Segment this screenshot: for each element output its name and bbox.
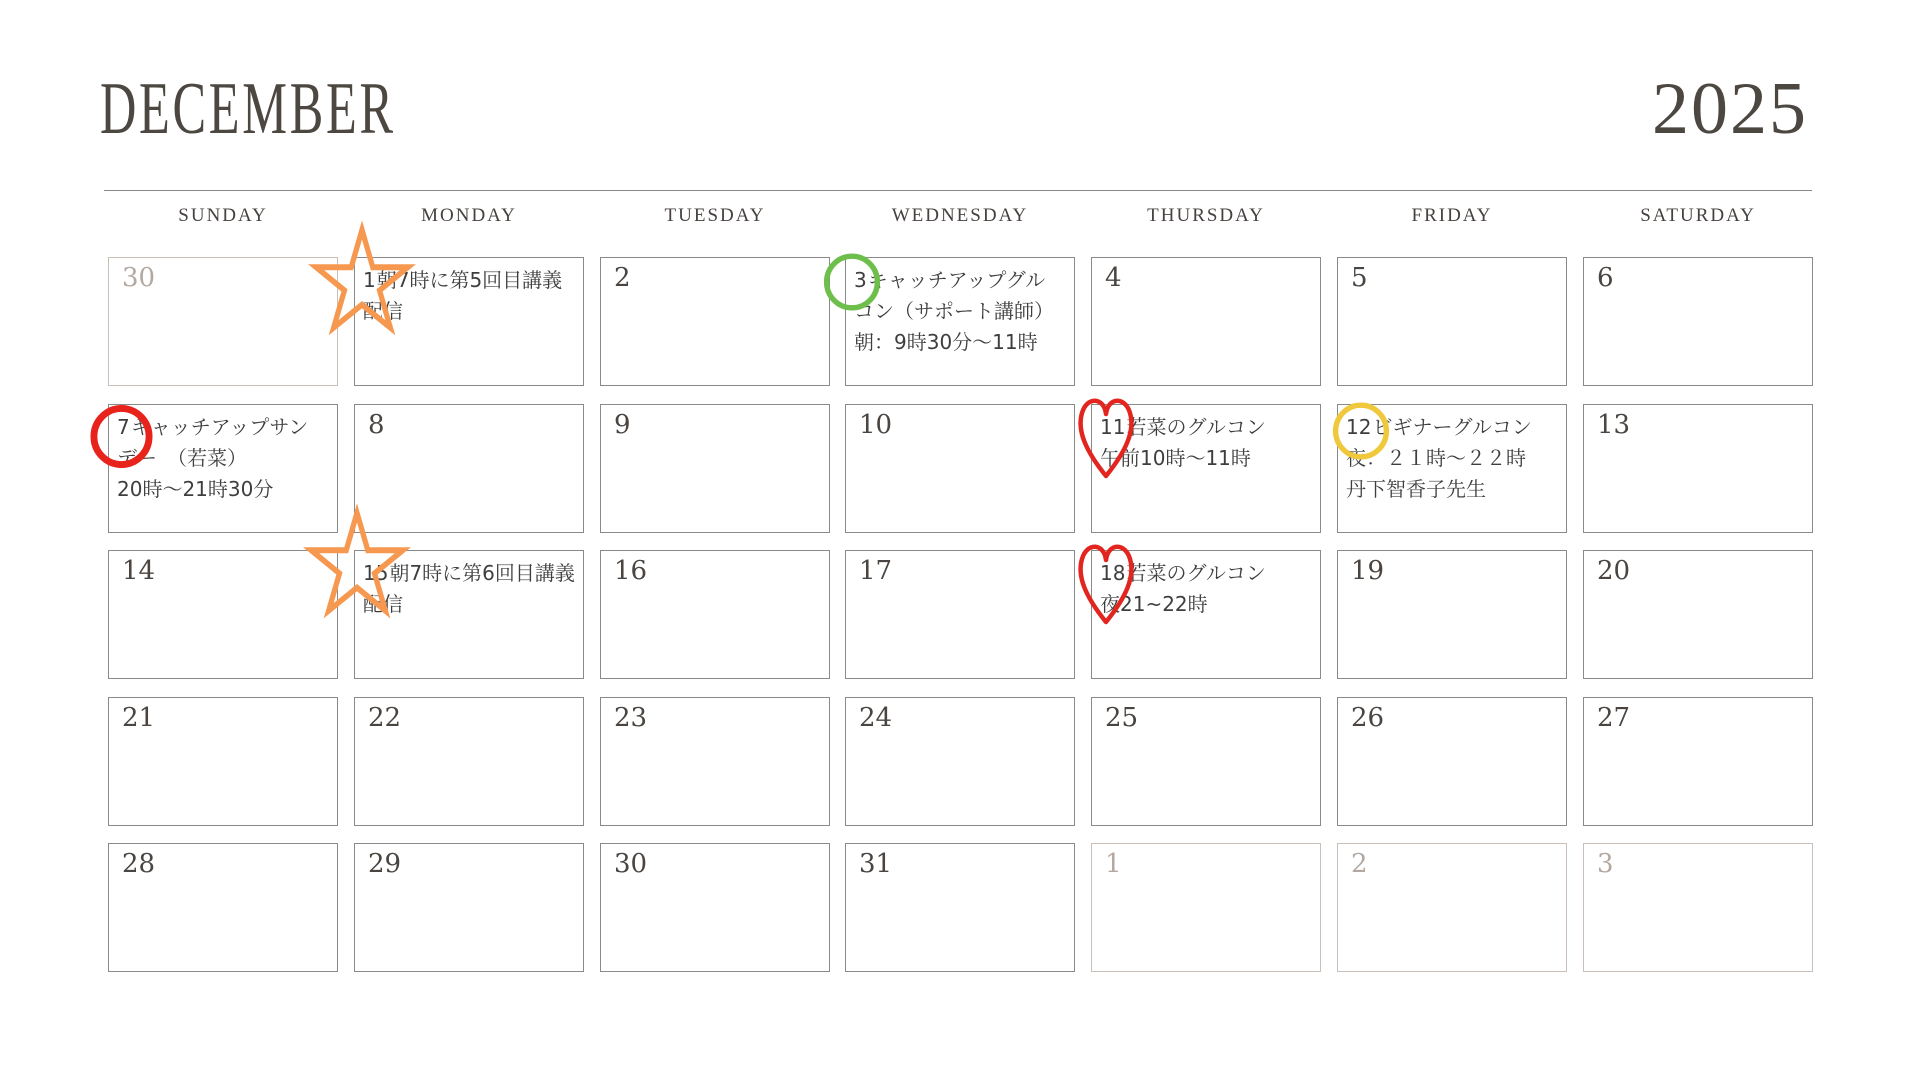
day-number: 24 — [859, 703, 893, 733]
day-number: 5 — [1351, 263, 1368, 293]
event-text-line: 12ビギナーグルコン — [1346, 415, 1532, 439]
event-text-line: 配信 — [363, 592, 403, 616]
calendar-cell-19[interactable] — [1337, 550, 1567, 679]
day-number: 26 — [1351, 703, 1385, 733]
calendar-cell-17[interactable] — [845, 550, 1075, 679]
day-number: 7 — [117, 415, 130, 439]
day-number: 19 — [1351, 556, 1385, 586]
day-number: 30 — [122, 263, 156, 293]
day-number: 4 — [1105, 263, 1122, 293]
calendar-cell-3[interactable] — [845, 257, 1075, 386]
day-number: 28 — [122, 849, 156, 879]
calendar-cell-23[interactable] — [600, 697, 830, 826]
event-text-line: 20時〜21時30分 — [117, 477, 274, 501]
day-number: 17 — [859, 556, 893, 586]
calendar-cell-20[interactable] — [1583, 550, 1813, 679]
calendar-cell-16[interactable] — [600, 550, 830, 679]
weekday-sunday: SUNDAY — [178, 205, 268, 226]
calendar-cell-1[interactable] — [354, 257, 584, 386]
day-number: 31 — [859, 849, 893, 879]
calendar-cell-30[interactable] — [600, 843, 830, 972]
event-text-line: 夜：２１時〜２２時 — [1346, 446, 1526, 470]
calendar-cell-27[interactable] — [1583, 697, 1813, 826]
event-text-line: デー （若菜） — [117, 446, 247, 470]
calendar-cell-10[interactable] — [845, 404, 1075, 533]
day-number: 30 — [614, 849, 648, 879]
day-number: 1 — [363, 268, 376, 292]
event-text-line: 1朝7時に第5回目講義 — [363, 268, 563, 292]
day-number: 12 — [1346, 415, 1372, 439]
calendar-cell-7[interactable] — [108, 404, 338, 533]
calendar-cell-21[interactable] — [108, 697, 338, 826]
day-number: 8 — [368, 410, 385, 440]
day-number: 6 — [1597, 263, 1614, 293]
event-text-line: 午前10時〜11時 — [1100, 446, 1251, 470]
calendar-cell-2-outside[interactable] — [1337, 843, 1567, 972]
calendar-cell-15[interactable] — [354, 550, 584, 679]
event-text-line: 丹下智香子先生 — [1346, 477, 1486, 501]
event-text-line: コン（サポート講師） — [854, 299, 1054, 323]
calendar-cell-28[interactable] — [108, 843, 338, 972]
day-number: 3 — [1597, 849, 1614, 879]
calendar-cell-12[interactable] — [1337, 404, 1567, 533]
calendar-cell-14[interactable] — [108, 550, 338, 679]
day-number: 2 — [1351, 849, 1368, 879]
day-number: 11 — [1100, 415, 1126, 439]
day-number: 3 — [854, 268, 867, 292]
calendar-cell-18[interactable] — [1091, 550, 1321, 679]
event-text-line: 7キャッチアップサン — [117, 415, 309, 439]
weekday-tuesday: TUESDAY — [664, 205, 766, 226]
calendar-cell-1-outside[interactable] — [1091, 843, 1321, 972]
weekday-friday: FRIDAY — [1411, 205, 1493, 226]
calendar-cell-31[interactable] — [845, 843, 1075, 972]
day-number: 13 — [1597, 410, 1631, 440]
month-title: DECEMBER — [100, 68, 396, 150]
calendar-cell-9[interactable] — [600, 404, 830, 533]
day-number: 22 — [368, 703, 402, 733]
event-text-line: 夜21~22時 — [1100, 592, 1208, 616]
calendar-cell-8[interactable] — [354, 404, 584, 533]
day-number: 29 — [368, 849, 402, 879]
calendar-cell-2[interactable] — [600, 257, 830, 386]
calendar-cell-29[interactable] — [354, 843, 584, 972]
calendar-cell-4[interactable] — [1091, 257, 1321, 386]
day-number: 9 — [614, 410, 631, 440]
day-number: 2 — [614, 263, 631, 293]
event-text-line: 11若菜のグルコン — [1100, 415, 1266, 439]
weekday-thursday: THURSDAY — [1147, 205, 1265, 226]
calendar-cell-13[interactable] — [1583, 404, 1813, 533]
weekday-monday: MONDAY — [421, 205, 517, 226]
day-number: 23 — [614, 703, 648, 733]
day-number: 27 — [1597, 703, 1631, 733]
day-number: 10 — [859, 410, 893, 440]
day-number: 14 — [122, 556, 156, 586]
event-text-line: 18若菜のグルコン — [1100, 561, 1266, 585]
calendar-cell-11[interactable] — [1091, 404, 1321, 533]
calendar-cell-30-outside[interactable] — [108, 257, 338, 386]
calendar-cell-22[interactable] — [354, 697, 584, 826]
day-number: 16 — [614, 556, 648, 586]
calendar-cell-3-outside[interactable] — [1583, 843, 1813, 972]
calendar-cell-25[interactable] — [1091, 697, 1321, 826]
day-number: 1 — [1105, 849, 1122, 879]
calendar-cell-24[interactable] — [845, 697, 1075, 826]
day-number: 25 — [1105, 703, 1139, 733]
weekday-saturday: SATURDAY — [1640, 205, 1756, 226]
day-number: 20 — [1597, 556, 1631, 586]
calendar-cell-5[interactable] — [1337, 257, 1567, 386]
weekday-wednesday: WEDNESDAY — [891, 205, 1029, 226]
day-number: 15 — [363, 561, 389, 585]
event-text-line: 朝：9時30分〜11時 — [854, 330, 1038, 354]
calendar-cell-6[interactable] — [1583, 257, 1813, 386]
day-number: 18 — [1100, 561, 1126, 585]
calendar-cell-26[interactable] — [1337, 697, 1567, 826]
title-divider — [104, 190, 1812, 191]
event-text-line: 配信 — [363, 299, 403, 323]
event-text-line: 3キャッチアップグル — [854, 268, 1046, 292]
year-label: 2025 — [1652, 68, 1808, 150]
event-text-line: 15朝7時に第6回目講義 — [363, 561, 575, 585]
day-number: 21 — [122, 703, 156, 733]
